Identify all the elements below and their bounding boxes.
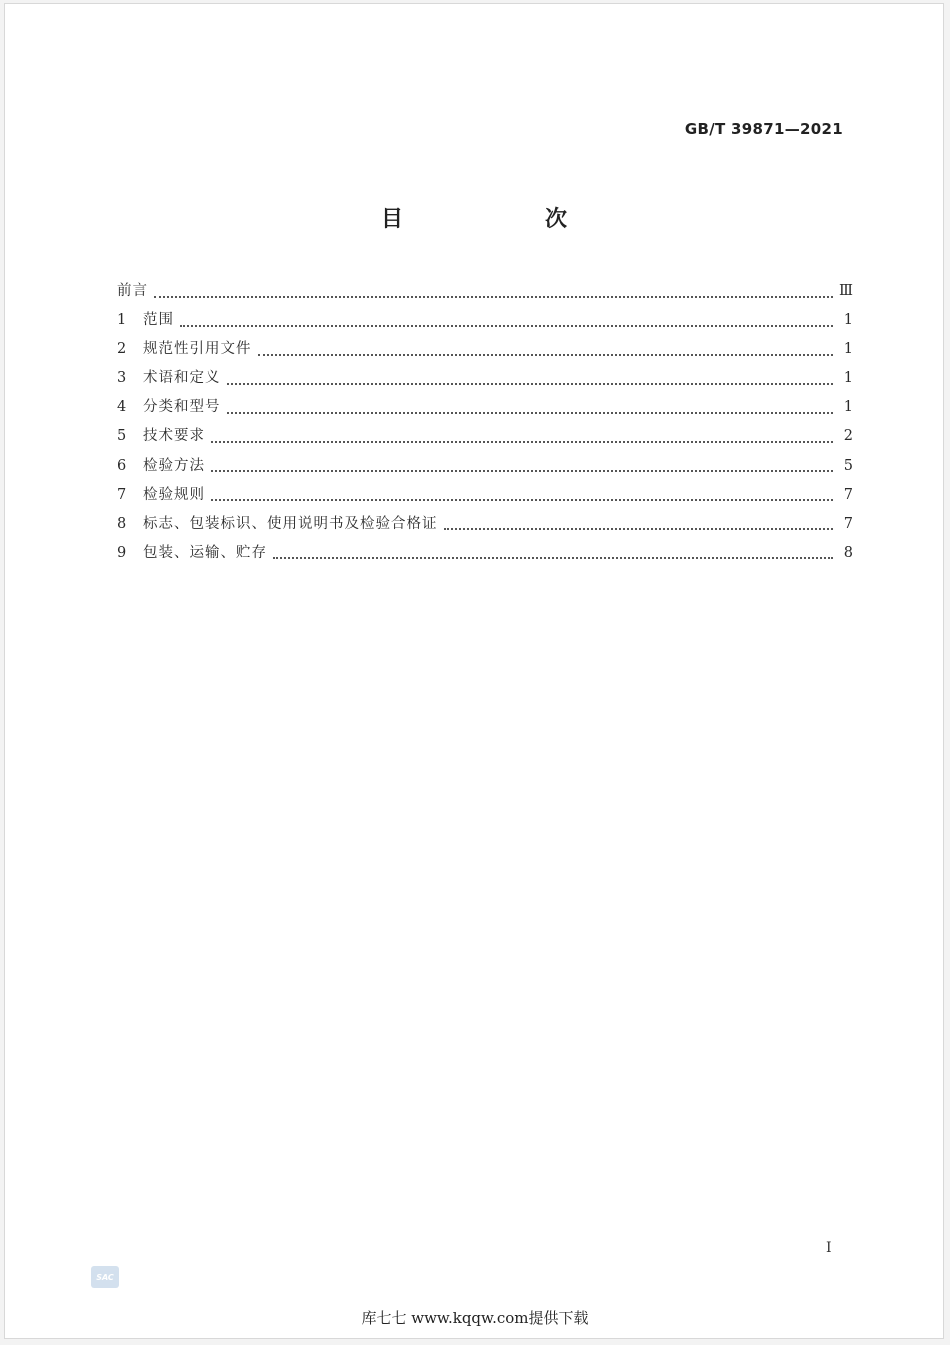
toc-page-number: 1 xyxy=(843,341,853,358)
toc-label: 检验方法 xyxy=(143,457,205,474)
toc-label: 标志、包装标识、使用说明书及检验合格证 xyxy=(143,515,438,532)
toc-label: 范围 xyxy=(143,312,174,329)
page-title: 目 次 xyxy=(380,207,627,232)
toc-entry-5[interactable] xyxy=(117,424,853,453)
toc-page-number: 1 xyxy=(843,312,853,329)
toc-leader-dots xyxy=(227,412,834,414)
toc-leader-dots xyxy=(258,354,834,356)
toc-entry-9[interactable] xyxy=(117,541,853,570)
table-of-contents xyxy=(117,279,853,570)
toc-page-number: 1 xyxy=(843,399,853,416)
toc-leader-dots xyxy=(227,383,834,385)
toc-entry-6[interactable] xyxy=(117,454,853,483)
toc-number: 3 xyxy=(117,370,127,387)
standard-code: GB/T 39871—2021 xyxy=(684,120,843,138)
toc-label: 规范性引用文件 xyxy=(143,341,252,358)
toc-entry-7[interactable] xyxy=(117,483,853,512)
toc-page-number: 2 xyxy=(843,428,853,445)
toc-label: 检验规则 xyxy=(143,486,205,503)
page-number: I xyxy=(826,1240,832,1256)
toc-leader-dots xyxy=(211,470,833,472)
toc-label: 技术要求 xyxy=(143,428,205,445)
toc-number: 2 xyxy=(117,341,127,358)
toc-label: 包装、运输、贮存 xyxy=(143,544,267,561)
toc-leader-dots xyxy=(180,325,833,327)
toc-page-number: Ⅲ xyxy=(839,283,853,299)
toc-entry-4[interactable] xyxy=(117,395,853,424)
toc-number: 5 xyxy=(117,428,127,445)
toc-number: 6 xyxy=(117,457,127,474)
toc-leader-dots xyxy=(154,296,833,298)
toc-entry-1[interactable] xyxy=(117,308,853,337)
toc-page-number: 7 xyxy=(843,486,853,503)
toc-page-number: 1 xyxy=(843,370,853,387)
toc-entry-3[interactable] xyxy=(117,366,853,395)
toc-leader-dots xyxy=(211,441,833,443)
toc-leader-dots xyxy=(211,499,833,501)
toc-entry-2[interactable] xyxy=(117,337,853,366)
toc-label: 前言 xyxy=(117,283,148,299)
toc-number: 1 xyxy=(117,312,127,329)
toc-page-number: 7 xyxy=(843,515,853,532)
toc-entry-preface[interactable] xyxy=(117,279,853,308)
toc-leader-dots xyxy=(444,528,834,530)
toc-page-number: 8 xyxy=(843,544,853,561)
sac-logo-icon: SAC xyxy=(91,1266,119,1288)
toc-page-number: 5 xyxy=(843,457,853,474)
toc-label: 分类和型号 xyxy=(143,399,221,416)
toc-number: 9 xyxy=(117,544,127,561)
footer-watermark: 库七七 www.kqqw.com提供下载 xyxy=(361,1309,589,1327)
toc-number: 4 xyxy=(117,399,127,416)
toc-number: 8 xyxy=(117,515,127,532)
document-page xyxy=(4,3,944,1339)
toc-leader-dots xyxy=(273,557,833,559)
toc-label: 术语和定义 xyxy=(143,370,221,387)
toc-number: 7 xyxy=(117,486,127,503)
toc-entry-8[interactable] xyxy=(117,512,853,541)
